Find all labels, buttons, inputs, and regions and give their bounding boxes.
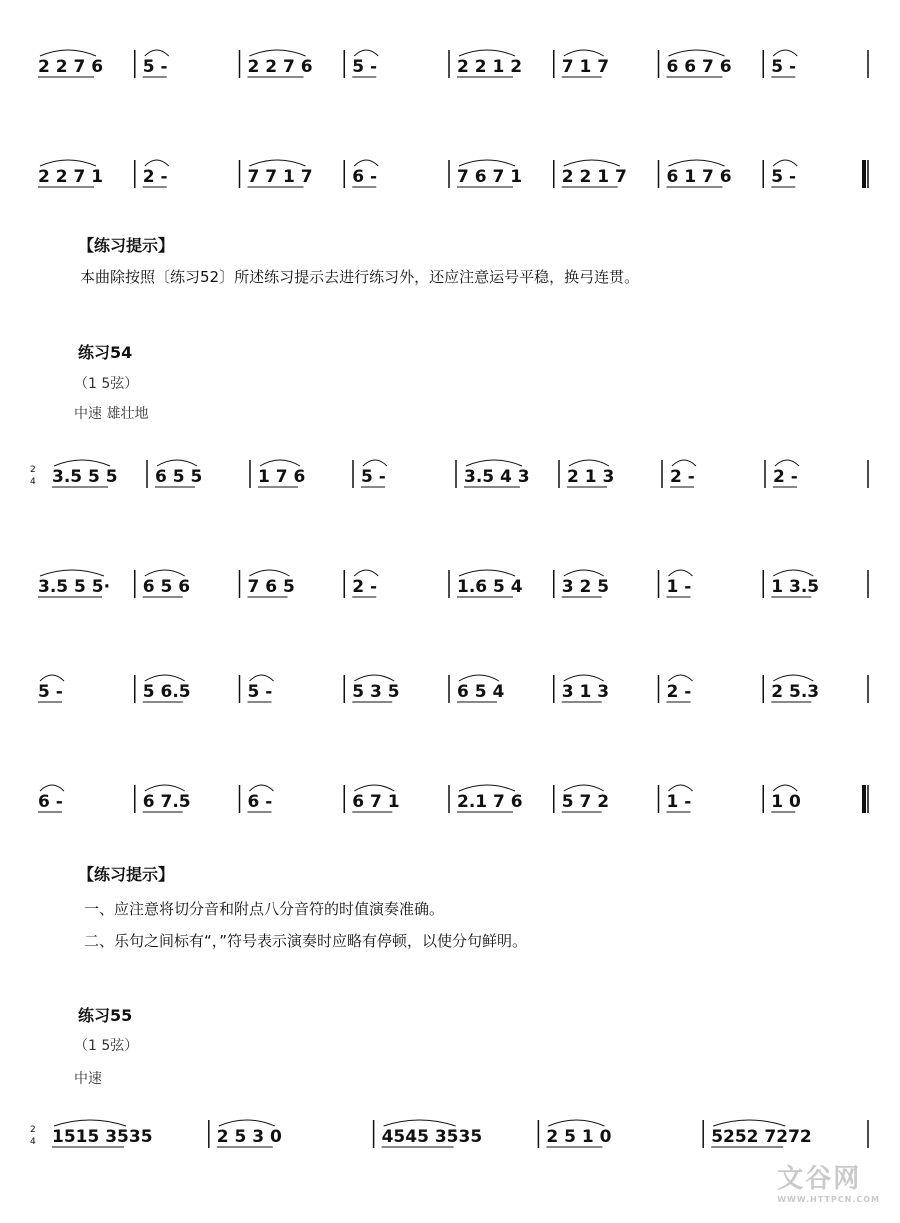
measure-notes: 1 - [666, 577, 692, 597]
slur-arc [459, 160, 515, 166]
measure-notes: 6 5 5 [155, 467, 203, 487]
ex55-title: 练习55 [78, 1006, 133, 1025]
measure-notes: 5 - [361, 467, 386, 487]
measure-notes: 2 5 1 0 [546, 1127, 612, 1147]
slur-arc [669, 160, 725, 166]
slur-arc [354, 675, 394, 681]
slur-arc [250, 50, 306, 56]
ex55-strings: （1 5弦） [74, 1038, 139, 1054]
measure-notes: 6 6 7 6 [666, 57, 732, 77]
measure-notes: 7 7 1 7 [247, 167, 313, 187]
slur-arc [384, 1120, 456, 1126]
slur-arc [354, 785, 394, 791]
slur-arc [669, 675, 693, 681]
slur-arc [145, 675, 185, 681]
measure-notes: 5 7 2 [561, 792, 610, 812]
slur-arc [564, 50, 604, 56]
tips2-heading: 【练习提示】 [78, 865, 175, 884]
slur-arc [564, 570, 604, 576]
staff-row-4 [0, 550, 900, 610]
staff-row-6-svg [0, 765, 900, 825]
slur-arc [219, 1120, 275, 1126]
measure-notes: 6 7 1 [352, 792, 400, 812]
measure-notes: 1 0 [771, 792, 801, 812]
slur-arc [363, 460, 387, 466]
measure-notes: 6 1 7 6 [666, 167, 732, 187]
measure-notes: 1 7 6 [258, 467, 306, 487]
measure-notes: 5 - [352, 57, 378, 77]
slur-arc [564, 675, 604, 681]
ex55-tempo: 中速 [74, 1071, 102, 1087]
staff-row-2-svg [0, 140, 900, 200]
measure-notes: 7 1 7 [561, 57, 610, 77]
measure-notes: 1515 3535 [52, 1127, 153, 1147]
slur-arc [40, 50, 96, 56]
watermark-logo [777, 1158, 880, 1204]
tips2-item-1: 一、应注意将切分音和附点八分音符的时值演奏准确。 [84, 900, 445, 918]
staff-row-6 [0, 765, 900, 825]
slur-arc [672, 460, 696, 466]
measure-notes: 2 - [773, 467, 798, 487]
slur-arc [564, 160, 620, 166]
slur-arc [773, 675, 813, 681]
slur-arc [54, 460, 110, 466]
staff-row-7-svg [0, 1100, 900, 1160]
tips1-heading: 【练习提示】 [78, 236, 175, 255]
slur-arc [145, 50, 169, 56]
slur-arc [569, 460, 609, 466]
watermark-url: WWW.HTTPCN.COM [777, 1195, 880, 1204]
slur-arc [354, 570, 378, 576]
measure-notes: 5 - [771, 167, 797, 187]
slur-arc [145, 785, 185, 791]
staff-row-2 [0, 140, 900, 200]
slur-arc [250, 160, 306, 166]
measure-notes: 5 - [38, 682, 63, 702]
slur-arc [354, 160, 378, 166]
tips1-text: 本曲除按照〔练习52〕所述练习提示去进行练习外，还应注意运号平稳，换弓连贯。 [80, 268, 640, 286]
ex54-tempo: 中速 雄壮地 [74, 406, 149, 422]
measure-notes: 7 6 7 1 [457, 167, 523, 187]
measure-notes: 5 3 5 [352, 682, 400, 702]
time-signature-top: 2 [30, 1125, 36, 1135]
staff-row-1 [0, 30, 900, 90]
measure-notes: 3.5 4 3 [464, 467, 530, 487]
measure-notes: 1 - [666, 792, 692, 812]
slur-arc [157, 460, 197, 466]
measure-notes: 2.1 7 6 [457, 792, 523, 812]
slur-arc [40, 570, 104, 576]
slur-arc [713, 1120, 785, 1126]
measure-notes: 2 2 7 1 [38, 167, 104, 187]
measure-notes: 1 3.5 [771, 577, 820, 597]
staff-row-4-svg [0, 550, 900, 610]
measure-notes: 2 2 1 2 [457, 57, 523, 77]
slur-arc [548, 1120, 604, 1126]
measure-notes: 4545 3535 [381, 1127, 483, 1147]
slur-arc [773, 160, 797, 166]
measure-notes: 6 - [352, 167, 378, 187]
slur-arc [260, 460, 300, 466]
tips2-item-2: 二、乐句之间标有“，”符号表示演奏时应略有停顿，以使分句鲜明。 [84, 932, 528, 950]
slur-arc [40, 785, 64, 791]
slur-arc [250, 675, 274, 681]
slur-arc [459, 785, 515, 791]
measure-notes: 6 5 6 [142, 577, 191, 597]
measure-notes: 5 - [247, 682, 273, 702]
slur-arc [564, 785, 604, 791]
staff-row-5 [0, 655, 900, 715]
watermark-name: 文谷网 [777, 1164, 862, 1194]
measure-notes: 2 2 7 6 [247, 57, 313, 77]
slur-arc [145, 570, 185, 576]
slur-arc [669, 50, 725, 56]
measure-notes: 2 2 1 7 [561, 167, 627, 187]
slur-arc [775, 460, 799, 466]
staff-row-5-svg [0, 655, 900, 715]
measure-notes: 6 - [247, 792, 273, 812]
time-signature-bottom: 4 [30, 477, 36, 487]
slur-arc [669, 785, 693, 791]
measure-notes: 2 - [142, 167, 168, 187]
ex54-strings: （1 5弦） [74, 376, 139, 392]
slur-arc [669, 570, 693, 576]
time-signature-bottom: 4 [30, 1137, 36, 1147]
slur-arc [459, 50, 515, 56]
staff-row-3 [0, 440, 900, 500]
staff-row-3-svg [0, 440, 900, 500]
slur-arc [354, 50, 378, 56]
ex54-title: 练习54 [78, 343, 133, 362]
measure-notes: 5 - [771, 57, 797, 77]
staff-row-7 [0, 1100, 900, 1160]
staff-row-1-svg [0, 30, 900, 90]
slur-arc [773, 785, 797, 791]
measure-notes: 2 - [670, 467, 695, 487]
slur-arc [40, 675, 64, 681]
slur-arc [54, 1120, 126, 1126]
measure-notes: 5252 7272 [711, 1127, 812, 1147]
slur-arc [250, 570, 290, 576]
measure-notes: 3.5 5 5 [52, 467, 118, 487]
measure-notes: 3 2 5 [561, 577, 610, 597]
slur-arc [459, 570, 515, 576]
slur-arc [40, 160, 96, 166]
measure-notes: 2 5.3 [771, 682, 820, 702]
measure-notes: 2 - [352, 577, 378, 597]
measure-notes: 2 2 7 6 [38, 57, 104, 77]
measure-notes: 2 1 3 [567, 467, 615, 487]
measure-notes: 3 1 3 [561, 682, 610, 702]
measure-notes: 5 - [142, 57, 168, 77]
measure-notes: 6 7.5 [142, 792, 191, 812]
measure-notes: 6 - [38, 792, 63, 812]
measure-notes: 3.5 5 5· [38, 577, 111, 597]
measure-notes: 7 6 5 [247, 577, 295, 597]
time-signature-top: 2 [30, 465, 36, 475]
slur-arc [145, 160, 169, 166]
measure-notes: 1.6 5 4 [457, 577, 523, 597]
slur-arc [250, 785, 274, 791]
measure-notes: 2 5 3 0 [216, 1127, 282, 1147]
slur-arc [459, 675, 499, 681]
slur-arc [466, 460, 522, 466]
slur-arc [773, 50, 797, 56]
measure-notes: 6 5 4 [457, 682, 505, 702]
measure-notes: 2 - [666, 682, 692, 702]
measure-notes: 5 6.5 [142, 682, 191, 702]
slur-arc [773, 570, 813, 576]
